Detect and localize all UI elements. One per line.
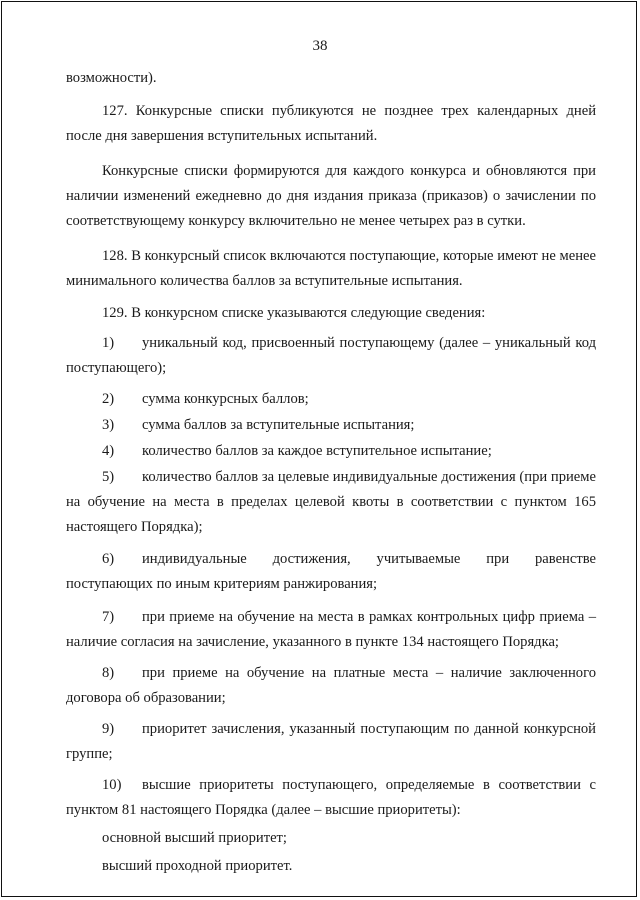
list-item xyxy=(66,465,596,540)
list-item-text: уникальный код, присвоенный поступающему (далее – уникальный код поступающего); xyxy=(66,335,596,376)
list-item-number: 5) xyxy=(102,469,115,485)
list-item xyxy=(66,413,596,438)
page-number: 38 xyxy=(312,38,328,54)
list-item-text: приоритет зачисления, указанный поступающим по данной конкурсной группе; xyxy=(66,721,596,762)
list-item-number: 8) xyxy=(102,665,115,681)
list-item xyxy=(66,773,596,823)
list-item-text: при приеме на обучение на платные места – наличие заключенного договора об образовании; xyxy=(66,665,596,706)
list-item xyxy=(66,717,596,767)
document-body xyxy=(66,66,596,879)
list-item-text: высшие приоритеты поступающего, определяемые в соответствии с пунктом 81 настоящего Порядка (далее – высшие приоритеты): xyxy=(66,777,596,818)
list-item-number: 4) xyxy=(102,443,115,459)
list-item-number: 10) xyxy=(102,777,122,793)
list-item xyxy=(66,439,596,464)
list-item-text: индивидуальные достижения, учитываемые при равенстве поступающих по иным критериям ранжирования; xyxy=(66,551,596,592)
list-item-text: сумма конкурсных баллов; xyxy=(142,391,309,407)
paragraph-129: 129. В конкурсном списке указываются следующие сведения: xyxy=(102,305,486,321)
paragraph-128: 128. В конкурсный список включаются поступающие, которые имеют не менее минимального количества баллов за вступительные испытания. xyxy=(66,248,596,289)
list-item-number: 3) xyxy=(102,417,115,433)
list-item xyxy=(66,331,596,381)
paragraph-continuation: возможности). xyxy=(66,70,157,86)
paragraph-127-lists: Конкурсные списки формируются для каждого конкурса и обновляются при наличии изменений ежедневно до дня издания приказа (приказов) о зачислении по соответствующему конкурсу включительно не менее четырех раз в сутки. xyxy=(66,163,596,229)
list-item-text: количество баллов за каждое вступительное испытание; xyxy=(142,443,492,459)
paragraph-127: 127. Конкурсные списки публикуются не позднее трех календарных дней после дня завершения вступительных испытаний. xyxy=(66,103,596,144)
list-item-number: 2) xyxy=(102,391,115,407)
list-item xyxy=(66,547,596,597)
list-item-number: 9) xyxy=(102,721,115,737)
list-item-number: 1) xyxy=(102,335,115,351)
list-item-text: количество баллов за целевые индивидуальные достижения (при приеме на обучение на места в пределах целевой квоты в соответствии с пунктом 165 настоящего Порядка); xyxy=(66,469,596,535)
list-item xyxy=(66,661,596,711)
list-item-number: 6) xyxy=(102,551,115,567)
list-item-number: 7) xyxy=(102,609,115,625)
list-item xyxy=(66,605,596,655)
list-item xyxy=(66,387,596,412)
list-item-text: при приеме на обучение на места в рамках контрольных цифр приема – наличие согласия на зачисление, указанного в пункте 134 настоящего Порядка; xyxy=(66,609,596,650)
list-item-text: сумма баллов за вступительные испытания; xyxy=(142,417,415,433)
priority-passing: высший проходной приоритет. xyxy=(102,858,293,874)
priority-main: основной высший приоритет; xyxy=(102,830,287,846)
